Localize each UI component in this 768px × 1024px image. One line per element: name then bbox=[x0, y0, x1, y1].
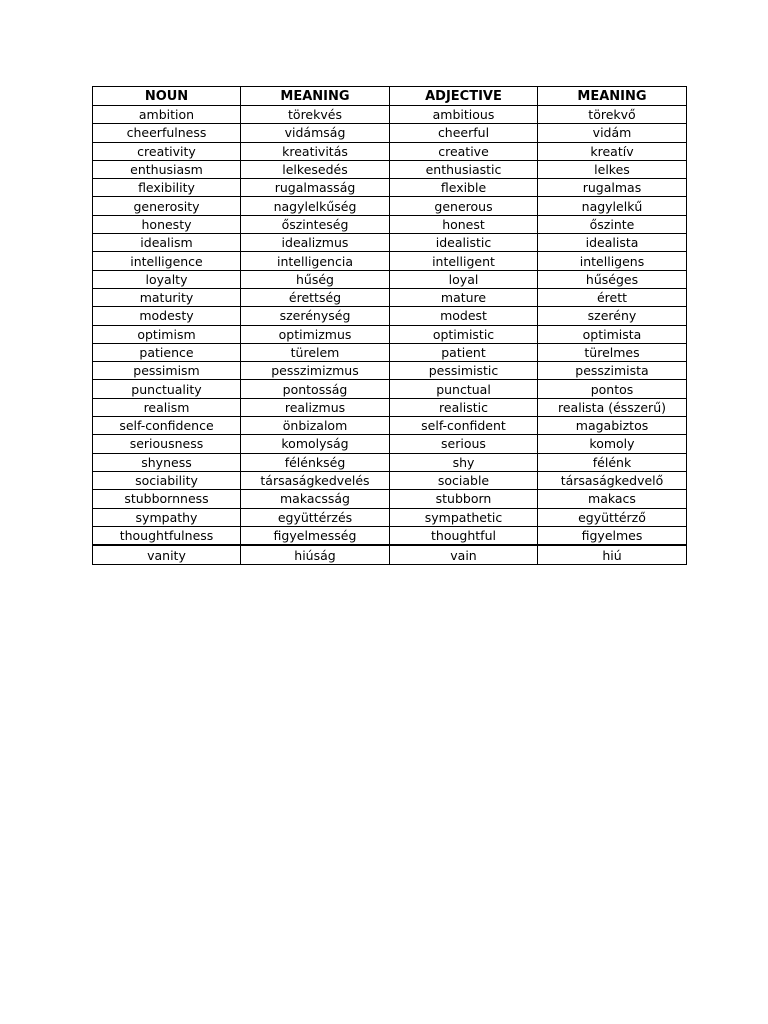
table-row bbox=[93, 490, 687, 508]
table-row bbox=[93, 453, 687, 471]
adjective-cell: sociable bbox=[390, 471, 538, 489]
table-row bbox=[93, 435, 687, 453]
adjective-meaning-cell: magabiztos bbox=[538, 417, 687, 435]
noun-meaning-cell: pontosság bbox=[241, 380, 390, 398]
adjective-meaning-cell: törekvő bbox=[538, 106, 687, 124]
adjective-meaning-cell: lelkes bbox=[538, 160, 687, 178]
adjective-meaning-cell: rugalmas bbox=[538, 179, 687, 197]
noun-cell: sympathy bbox=[93, 508, 241, 526]
adjective-cell: honest bbox=[390, 215, 538, 233]
adjective-meaning-cell: nagylelkű bbox=[538, 197, 687, 215]
noun-meaning-cell: makacsság bbox=[241, 490, 390, 508]
adjective-meaning-cell: társaságkedvelő bbox=[538, 471, 687, 489]
adjective-meaning-cell: félénk bbox=[538, 453, 687, 471]
adjective-cell: sympathetic bbox=[390, 508, 538, 526]
noun-cell: ambition bbox=[93, 106, 241, 124]
noun-meaning-cell: kreativitás bbox=[241, 142, 390, 160]
adjective-cell: thoughtful bbox=[390, 526, 538, 545]
table-row bbox=[93, 343, 687, 361]
table-row bbox=[93, 288, 687, 306]
adjective-cell: creative bbox=[390, 142, 538, 160]
adjective-cell: cheerful bbox=[390, 124, 538, 142]
table-row bbox=[93, 526, 687, 545]
adjective-cell: shy bbox=[390, 453, 538, 471]
header-noun: NOUN bbox=[93, 87, 241, 106]
table-row bbox=[93, 124, 687, 142]
table-header-row bbox=[93, 87, 687, 106]
noun-meaning-cell: idealizmus bbox=[241, 234, 390, 252]
noun-cell: honesty bbox=[93, 215, 241, 233]
noun-meaning-cell: önbizalom bbox=[241, 417, 390, 435]
noun-cell: optimism bbox=[93, 325, 241, 343]
table-row bbox=[93, 142, 687, 160]
adjective-cell: ambitious bbox=[390, 106, 538, 124]
adjective-meaning-cell: pesszimista bbox=[538, 362, 687, 380]
noun-cell: realism bbox=[93, 398, 241, 416]
table-row bbox=[93, 545, 687, 565]
noun-meaning-cell: komolyság bbox=[241, 435, 390, 453]
adjective-cell: loyal bbox=[390, 270, 538, 288]
adjective-meaning-cell: optimista bbox=[538, 325, 687, 343]
noun-meaning-cell: türelem bbox=[241, 343, 390, 361]
table-row bbox=[93, 325, 687, 343]
noun-meaning-cell: szerénység bbox=[241, 307, 390, 325]
table-row bbox=[93, 215, 687, 233]
noun-meaning-cell: rugalmasság bbox=[241, 179, 390, 197]
adjective-cell: serious bbox=[390, 435, 538, 453]
noun-meaning-cell: félénkség bbox=[241, 453, 390, 471]
adjective-cell: idealistic bbox=[390, 234, 538, 252]
adjective-meaning-cell: hiú bbox=[538, 545, 687, 565]
noun-meaning-cell: törekvés bbox=[241, 106, 390, 124]
noun-cell: thoughtfulness bbox=[93, 526, 241, 545]
header-meaning: MEANING bbox=[538, 87, 687, 106]
adjective-meaning-cell: türelmes bbox=[538, 343, 687, 361]
noun-cell: sociability bbox=[93, 471, 241, 489]
adjective-cell: stubborn bbox=[390, 490, 538, 508]
adjective-cell: generous bbox=[390, 197, 538, 215]
table-row bbox=[93, 508, 687, 526]
table-row bbox=[93, 270, 687, 288]
adjective-meaning-cell: együttérző bbox=[538, 508, 687, 526]
adjective-cell: optimistic bbox=[390, 325, 538, 343]
noun-cell: intelligence bbox=[93, 252, 241, 270]
noun-meaning-cell: hiúság bbox=[241, 545, 390, 565]
noun-cell: cheerfulness bbox=[93, 124, 241, 142]
adjective-cell: pessimistic bbox=[390, 362, 538, 380]
noun-meaning-cell: együttérzés bbox=[241, 508, 390, 526]
table-row bbox=[93, 398, 687, 416]
adjective-meaning-cell: realista (ésszerű) bbox=[538, 398, 687, 416]
vocabulary-table bbox=[92, 86, 687, 565]
noun-meaning-cell: figyelmesség bbox=[241, 526, 390, 545]
noun-meaning-cell: érettség bbox=[241, 288, 390, 306]
header-adjective: ADJECTIVE bbox=[390, 87, 538, 106]
noun-cell: loyalty bbox=[93, 270, 241, 288]
noun-cell: flexibility bbox=[93, 179, 241, 197]
adjective-meaning-cell: kreatív bbox=[538, 142, 687, 160]
noun-cell: self-confidence bbox=[93, 417, 241, 435]
adjective-cell: enthusiastic bbox=[390, 160, 538, 178]
table-row bbox=[93, 417, 687, 435]
table-row bbox=[93, 197, 687, 215]
adjective-meaning-cell: pontos bbox=[538, 380, 687, 398]
table-row bbox=[93, 252, 687, 270]
noun-meaning-cell: intelligencia bbox=[241, 252, 390, 270]
table-body bbox=[93, 106, 687, 565]
adjective-meaning-cell: makacs bbox=[538, 490, 687, 508]
table-row bbox=[93, 160, 687, 178]
adjective-meaning-cell: figyelmes bbox=[538, 526, 687, 545]
adjective-cell: intelligent bbox=[390, 252, 538, 270]
noun-meaning-cell: optimizmus bbox=[241, 325, 390, 343]
adjective-cell: mature bbox=[390, 288, 538, 306]
table-row bbox=[93, 179, 687, 197]
adjective-cell: self-confident bbox=[390, 417, 538, 435]
noun-cell: maturity bbox=[93, 288, 241, 306]
adjective-meaning-cell: idealista bbox=[538, 234, 687, 252]
table-row bbox=[93, 106, 687, 124]
adjective-meaning-cell: hűséges bbox=[538, 270, 687, 288]
noun-cell: seriousness bbox=[93, 435, 241, 453]
table-row bbox=[93, 307, 687, 325]
adjective-meaning-cell: szerény bbox=[538, 307, 687, 325]
adjective-meaning-cell: érett bbox=[538, 288, 687, 306]
adjective-meaning-cell: őszinte bbox=[538, 215, 687, 233]
table-row bbox=[93, 234, 687, 252]
noun-cell: punctuality bbox=[93, 380, 241, 398]
table-row bbox=[93, 380, 687, 398]
header-meaning: MEANING bbox=[241, 87, 390, 106]
adjective-meaning-cell: vidám bbox=[538, 124, 687, 142]
noun-cell: pessimism bbox=[93, 362, 241, 380]
table-row bbox=[93, 471, 687, 489]
adjective-cell: modest bbox=[390, 307, 538, 325]
noun-cell: idealism bbox=[93, 234, 241, 252]
adjective-meaning-cell: komoly bbox=[538, 435, 687, 453]
noun-meaning-cell: vidámság bbox=[241, 124, 390, 142]
noun-cell: shyness bbox=[93, 453, 241, 471]
adjective-cell: vain bbox=[390, 545, 538, 565]
noun-cell: stubbornness bbox=[93, 490, 241, 508]
noun-meaning-cell: őszinteség bbox=[241, 215, 390, 233]
adjective-cell: patient bbox=[390, 343, 538, 361]
adjective-meaning-cell: intelligens bbox=[538, 252, 687, 270]
noun-cell: vanity bbox=[93, 545, 241, 565]
noun-meaning-cell: nagylelkűség bbox=[241, 197, 390, 215]
noun-meaning-cell: hűség bbox=[241, 270, 390, 288]
table-row bbox=[93, 362, 687, 380]
noun-cell: enthusiasm bbox=[93, 160, 241, 178]
noun-meaning-cell: realizmus bbox=[241, 398, 390, 416]
noun-cell: patience bbox=[93, 343, 241, 361]
noun-cell: creativity bbox=[93, 142, 241, 160]
adjective-cell: punctual bbox=[390, 380, 538, 398]
noun-meaning-cell: lelkesedés bbox=[241, 160, 390, 178]
noun-cell: modesty bbox=[93, 307, 241, 325]
noun-cell: generosity bbox=[93, 197, 241, 215]
adjective-cell: flexible bbox=[390, 179, 538, 197]
adjective-cell: realistic bbox=[390, 398, 538, 416]
noun-meaning-cell: pesszimizmus bbox=[241, 362, 390, 380]
noun-meaning-cell: társaságkedvelés bbox=[241, 471, 390, 489]
